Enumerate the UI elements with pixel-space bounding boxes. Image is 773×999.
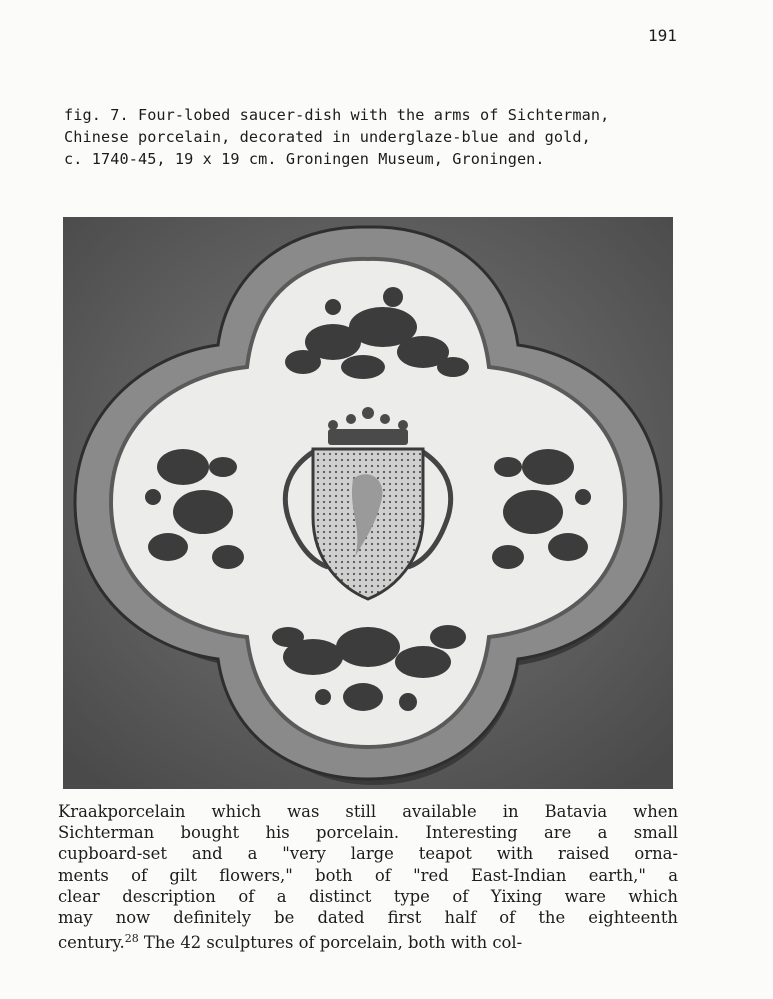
figure-caption xyxy=(64,104,684,170)
body-line-last xyxy=(58,928,678,953)
body-line-last-end: The 42 sculptures of porcelain, both with col- xyxy=(138,933,523,953)
body-text xyxy=(58,801,678,953)
caption-line: Chinese porcelain, decorated in underglaze-blue and gold, xyxy=(64,128,591,146)
caption-line: c. 1740-45, 19 x 19 cm. Groningen Museum, Groningen. xyxy=(64,150,545,168)
body-line: Sichterman bought his porcelain. Interesting are a small xyxy=(58,823,678,843)
dish-illustration xyxy=(63,217,673,789)
body-line: ments of gilt flowers," both of "red East-Indian earth," a xyxy=(58,865,678,885)
caption-line: fig. 7. Four-lobed saucer-dish with the arms of Sichterman, xyxy=(64,106,610,124)
body-line: Kraakporcelain which was still available in Batavia when xyxy=(58,802,678,821)
body-line: clear description of a distinct type of Yixing ware which xyxy=(58,886,678,906)
footnote-reference[interactable]: 28 xyxy=(124,932,139,946)
page-number: 191 xyxy=(648,26,677,45)
body-line: may now definitely be dated first half of the eighteenth xyxy=(58,908,678,928)
porcelain-dish-photo xyxy=(63,217,673,789)
body-line: cupboard-set and a "very large teapot with raised orna- xyxy=(58,844,678,864)
body-line-last-start: century. xyxy=(58,933,125,953)
